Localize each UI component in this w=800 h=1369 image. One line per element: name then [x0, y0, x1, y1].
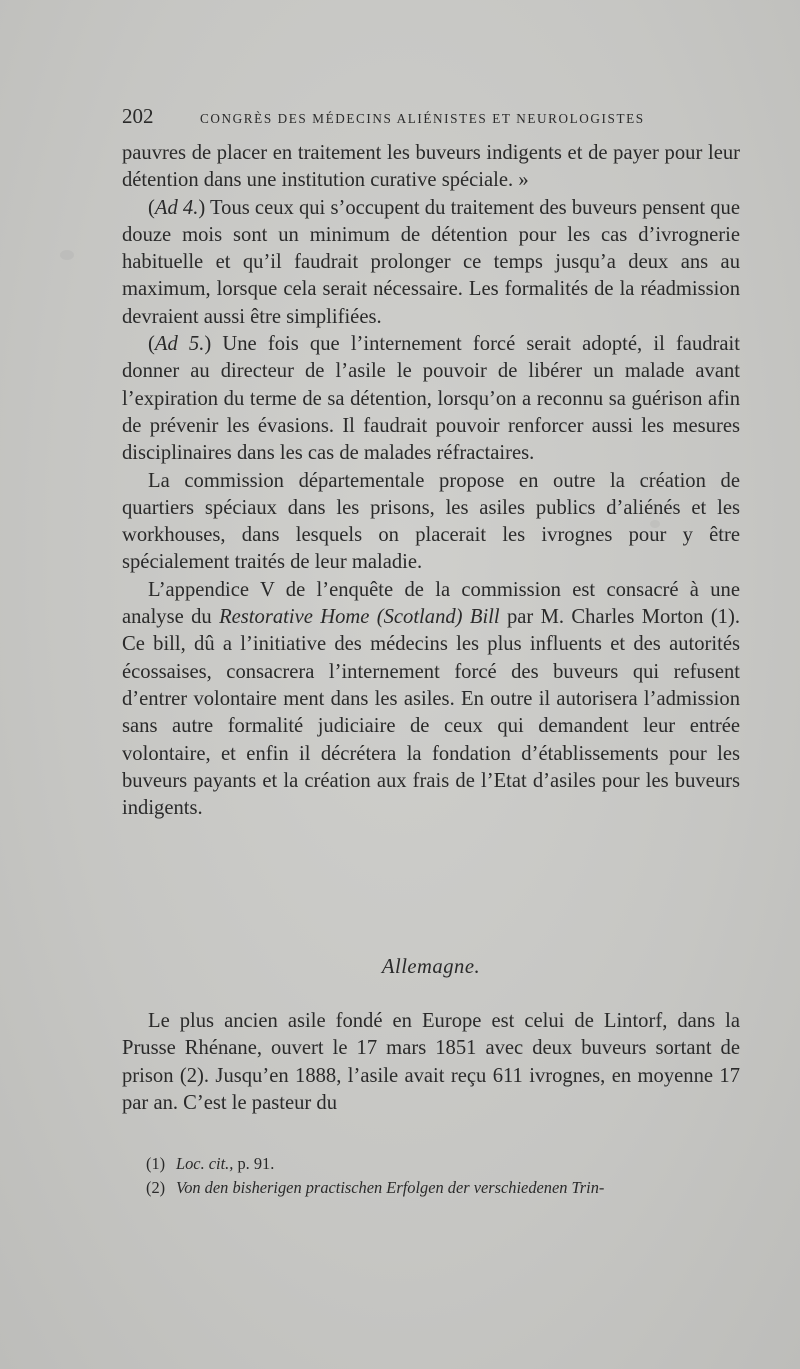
text-segment: ) Tous ceux qui s’occupent du traitement des buveurs pensent que douze mois sont un minimum de détention pour les cas d’ivrognerie habituelle et qu’il faudrait prolonger ce temps jusqu’a deux ans au maximum, lorsque cela serait nécessaire. Les formalités de la réadmission devraient aussi être simplifiées.	[122, 196, 740, 328]
text-segment: L’appendice V de l’enquête de la commission est consacré à une analyse du	[122, 578, 740, 629]
paragraph	[122, 331, 740, 467]
section-body-text	[122, 1008, 740, 1117]
footnotes	[146, 1152, 740, 1200]
page-header	[122, 104, 682, 129]
italic-text: Ad 4.	[154, 196, 199, 219]
footnote	[146, 1176, 740, 1200]
paragraph	[122, 140, 740, 195]
text-segment: La commission départementale propose en outre la création de quartiers spéciaux dans les prisons, les asiles publics d’aliénés et les workhouses, dans lesquels on placerait les ivrognes pour y être spécialement traités de leur maladie.	[122, 469, 740, 574]
paragraph	[122, 468, 740, 577]
paragraph	[122, 195, 740, 331]
paragraph	[122, 1008, 740, 1117]
main-body-text	[122, 140, 740, 822]
section-title: Allemagne.	[381, 956, 481, 978]
text-segment: pauvres de placer en traitement les buveurs indigents et de payer pour leur détention dans une institution curative spéciale. »	[122, 142, 740, 192]
paragraph	[122, 577, 740, 823]
text-segment: ) Une fois que l’internement forcé serait adopté, il faudrait donner au directeur de l’asile le pouvoir de libérer un malade avant l’expiration du terme de sa détention, lorsqu’on a reconnu sa guérison afin de prévenir les évasions. Il faudrait pouvoir renforcer aussi les mesures disciplinaires dans les cas de malades réfractaires.	[122, 333, 740, 465]
italic-text: Restorative Home (Scotland) Bill	[219, 606, 500, 629]
text-segment: p. 91.	[233, 1154, 275, 1173]
italic-text: Ad 5.	[154, 333, 205, 356]
text-segment: (	[148, 333, 155, 356]
footnote	[146, 1152, 740, 1176]
text-segment: (	[148, 196, 155, 219]
text-segment: par M. Charles Morton (1). Ce bill, dû a l’initiative des médecins les plus influents et des autorités écossaises, consacrera l’internement forcé des buveurs qui refusent d’entrer volontaire ment dans les asiles. En outre il autorisera l’admission sans autre formalité judiciaire de ceux qui demandent leur entrée volontaire, et enfin il décrétera la fondation d’établissements pour les buveurs payants et la création aux frais de l’Etat d’asiles pour les buveurs indigents.	[122, 606, 740, 820]
paper-speck	[60, 250, 74, 260]
running-head: CONGRÈS DES MÉDECINS ALIÉNISTES ET NEUROLOGISTES	[200, 111, 645, 126]
italic-text: Loc. cit.,	[176, 1154, 234, 1173]
italic-text: Von den bisherigen practischen Erfolgen der verschiedenen Trin-	[176, 1178, 605, 1197]
page-number: 202	[122, 104, 154, 128]
footnote-mark: (1)	[146, 1154, 166, 1173]
footnote-mark: (2)	[146, 1178, 166, 1197]
text-segment: Le plus ancien asile fondé en Europe est celui de Lintorf, dans la Prusse Rhénane, ouvert le 17 mars 1851 avec deux buveurs sortant de prison (2). Jusqu’en 1888, l’asile avait reçu 611 ivrognes, en moyenne 17 par an. C’est le pasteur du	[122, 1010, 740, 1114]
